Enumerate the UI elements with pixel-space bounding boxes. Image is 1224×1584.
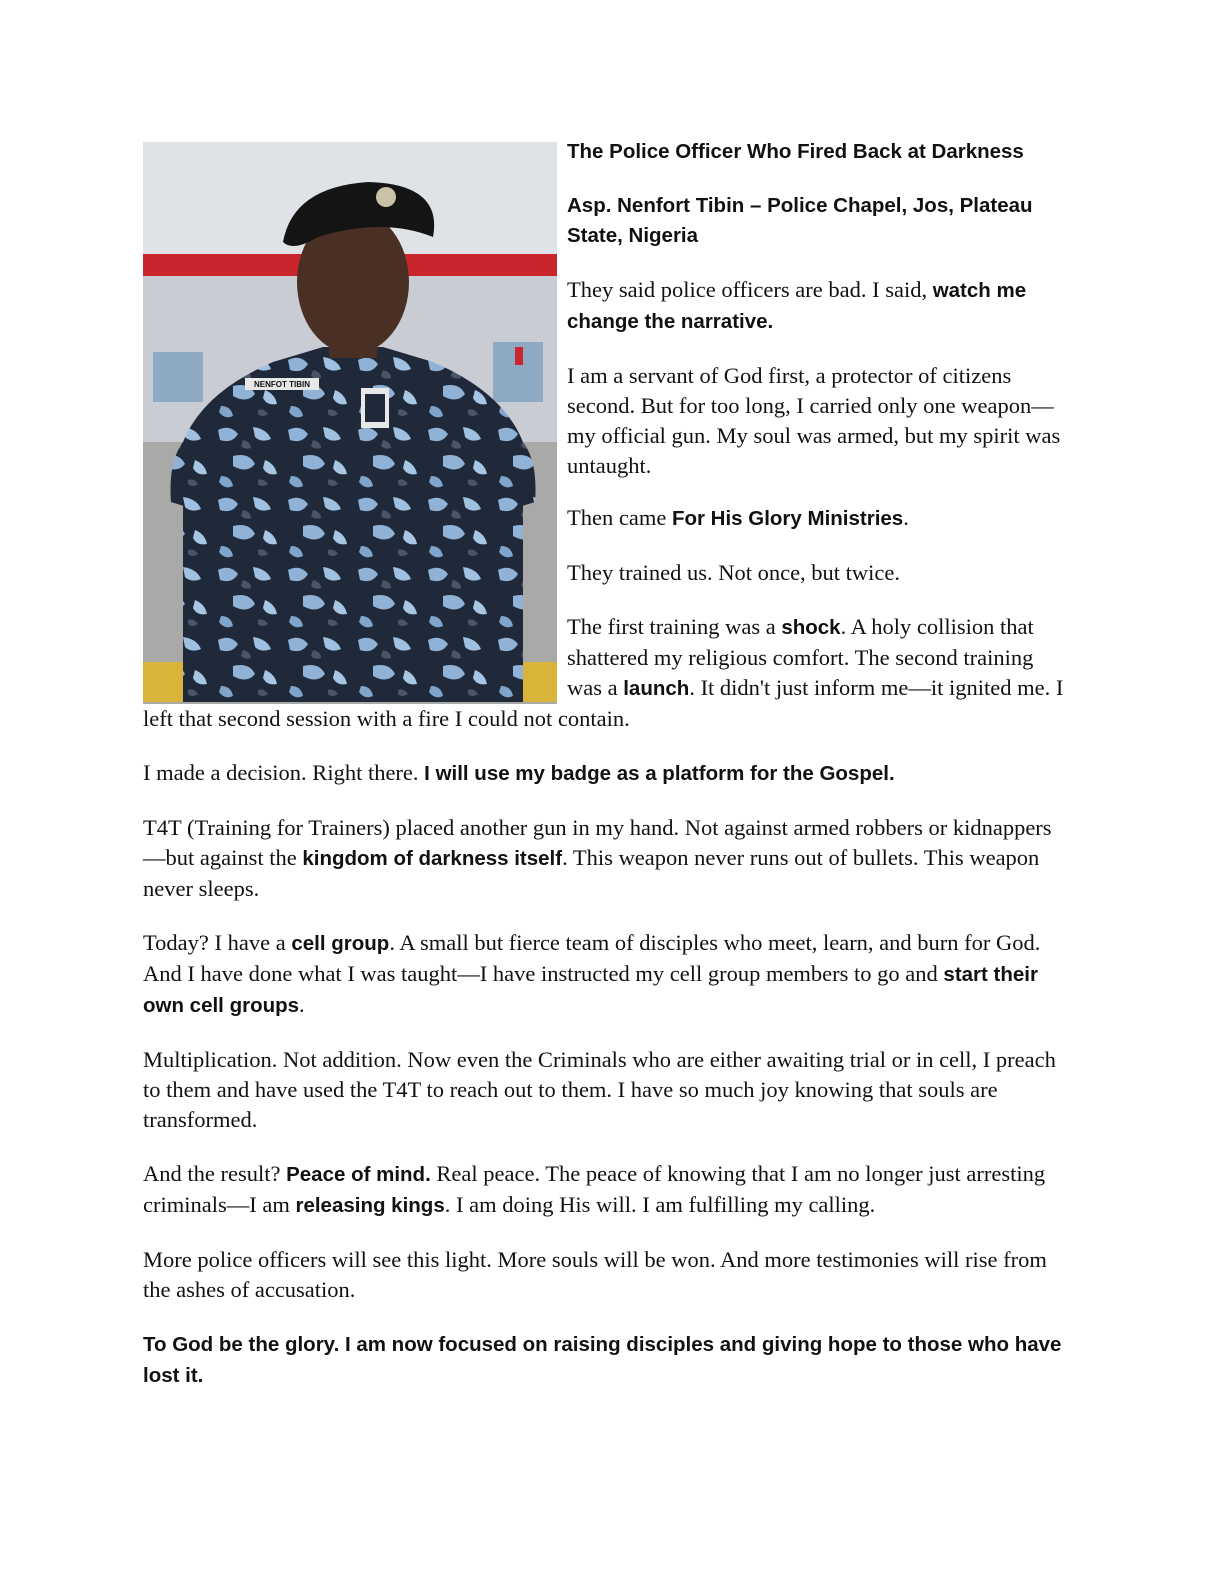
paragraph-6: I made a decision. Right there. I will use my badge as a platform for the Gospel.: [143, 760, 895, 785]
paragraph-8: Today? I have a cell group. A small but fierce team of disciples who meet, learn, and burn for God. And I have done what I was taught—I have instructed my cell group members to go and start their own cell groups.: [143, 930, 1041, 1017]
article-byline: Asp. Nenfort Tibin – Police Chapel, Jos, Plateau State, Nigeria: [567, 194, 1033, 247]
paragraph-10: And the result? Peace of mind. Real peace. The peace of knowing that I am no longer just arresting criminals—I am releasing kings. I am doing His will. I am fulfilling my calling.: [143, 1161, 1046, 1217]
paragraph-2: I am a servant of God first, a protector of citizens second. But for too long, I carried only one weapon—my official gun. My soul was armed, but my spirit was untaught.: [567, 363, 1061, 478]
paragraph-9: Multiplication. Not addition. Now even the Criminals who are either awaiting trial or in cell, I preach to them and have used the T4T to reach out to them. I have so much joy knowing that souls are transformed.: [143, 1047, 1056, 1132]
paragraph-11: More police officers will see this light. More souls will be won. And more testimonies will rise from the ashes of accusation.: [143, 1247, 1047, 1302]
paragraph-1: They said police officers are bad. I said, watch me change the narrative.: [567, 277, 1027, 333]
paragraph-5: The first training was a shock. A holy collision that shattered my religious comfort. The second training was a launch. It didn't just inform me—it ignited me. I left that second session with a fire I could not contain.: [143, 614, 1064, 731]
article-title: The Police Officer Who Fired Back at Darkness: [567, 140, 1024, 163]
paragraph-7: T4T (Training for Trainers) placed another gun in my hand. Not against armed robbers or kidnappers—but against the kingdom of darkness itself. This weapon never runs out of bullets. This weapon never sleeps.: [143, 815, 1052, 901]
paragraph-4: They trained us. Not once, but twice.: [567, 560, 901, 585]
officer-photo: [143, 142, 557, 704]
paragraph-3: Then came For His Glory Ministries.: [567, 505, 909, 530]
paragraph-12: To God be the glory. I am now focused on raising disciples and giving hope to those who have lost it.: [143, 1333, 1062, 1387]
photo-name-tag: NENFOT TIBIN: [254, 380, 310, 389]
article-body: [143, 137, 1073, 1415]
